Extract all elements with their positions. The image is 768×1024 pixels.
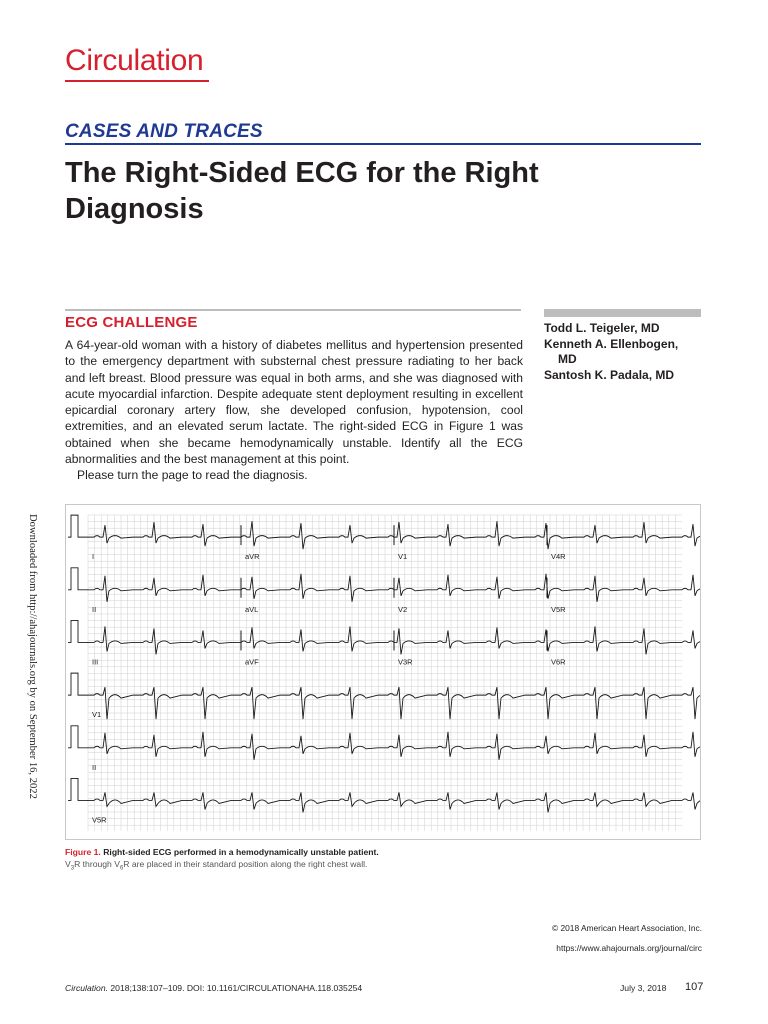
author: Santosh K. Padala, MD [544, 367, 675, 382]
challenge-divider [65, 309, 521, 311]
ecg-trace [68, 778, 700, 812]
ecg-trace [68, 568, 700, 602]
figure-title: Right-sided ECG performed in a hemodynamically unstable patient. [103, 847, 379, 857]
lead-label: aVF [245, 657, 259, 667]
journal-url[interactable]: https://www.ahajournals.org/journal/circ [556, 943, 702, 953]
lead-label: V3R [398, 657, 413, 667]
footer-date: July 3, 2018 [620, 983, 667, 993]
section-label: CASES AND TRACES [65, 121, 263, 142]
footer-citation: Circulation. 2018;138:107–109. DOI: 10.1161/CIRCULATIONAHA.118.035254 [65, 983, 363, 993]
ecg-grid [88, 515, 682, 831]
figure-description: $V_3R$ through $V_6R$ are placed in their standard position along the right chest wall. [65, 858, 368, 872]
lead-label: II [92, 762, 97, 772]
lead-label: V1 [398, 552, 408, 562]
lead-label: aVR [245, 552, 260, 562]
journal-underline [65, 80, 209, 82]
author: Todd L. Teigeler, MD [544, 321, 660, 335]
lead-label: I [92, 552, 95, 562]
body-paragraph: Please turn the page to read the diagnosis. [77, 468, 308, 483]
lead-label: V1 [92, 710, 102, 720]
body-paragraph: A 64-year-old woman with a history of diabetes mellitus and hypertension presented to the emergency department with substernal chest pressure radiating to her back and left breast. Blood pressure was equal in both arms, and she was diagnosed with acute myocardial infarction. Despite adequate stent deployment resulting in excellent epicardial coronary artery flow, she developed confusion, hypotension, cool extremities, and an elevated serum lactate. The right-sided ECG in Figure 1 was obtained when she became hemodynamically unstable. Identify all the ECG abnormalities and the best management at this point. [65, 338, 523, 467]
authors-divider [544, 309, 701, 317]
ecg-trace [68, 620, 700, 654]
download-note: Downloaded from http://ahajournals.org by on September 16, 2022 [27, 514, 38, 799]
lead-label: V6R [551, 657, 566, 667]
author: Kenneth A. Ellenbogen, [544, 336, 679, 351]
lead-label: V2 [398, 604, 408, 614]
lead-label: V5R [551, 604, 566, 614]
author-degree: MD [558, 352, 577, 366]
lead-label: V4R [551, 552, 566, 562]
section-divider [65, 143, 701, 145]
copyright: © 2018 American Heart Association, Inc. [551, 923, 702, 933]
page-number: 107 [685, 981, 704, 993]
challenge-heading: ECG CHALLENGE [65, 314, 198, 331]
lead-label: aVL [245, 604, 259, 614]
ecg-tracing [66, 505, 700, 839]
lead-label: II [92, 604, 97, 614]
journal-name: Circulation [65, 44, 204, 77]
lead-label: V5R [92, 815, 107, 825]
author-list [544, 321, 714, 383]
figure-caption [65, 847, 701, 875]
article-body [65, 337, 523, 484]
figure-label: Figure 1. [65, 847, 101, 857]
ecg-trace [68, 515, 700, 549]
ecg-trace [68, 726, 700, 760]
article-title: The Right-Sided ECG for the Right Diagnosis [65, 157, 539, 225]
lead-label: III [92, 657, 99, 667]
ecg-figure [65, 504, 701, 840]
